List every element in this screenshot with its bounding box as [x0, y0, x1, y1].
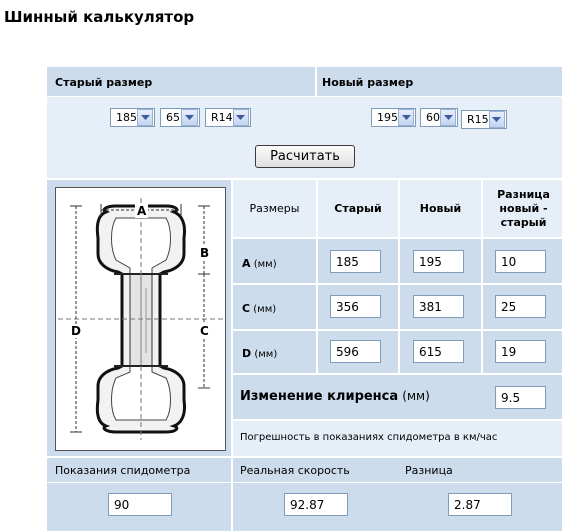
old-width-select[interactable] [110, 108, 155, 127]
divider [231, 458, 233, 531]
divider [315, 67, 317, 97]
row-label-c [242, 302, 276, 315]
speed-diff-header: Разница [405, 464, 453, 477]
col-header-sizes: Размеры [249, 202, 300, 215]
old-c-field[interactable]: 356 [330, 295, 381, 318]
chevron-down-icon [440, 109, 456, 126]
speed-diff-field[interactable]: 2.87 [448, 493, 512, 516]
new-rim-select[interactable] [461, 110, 507, 129]
dimension-label-d: D [71, 324, 81, 338]
new-size-header: Новый размер [322, 76, 414, 89]
new-a-field[interactable]: 195 [413, 250, 464, 273]
calculate-button[interactable]: Расчитать [255, 145, 355, 168]
row-label-d [242, 347, 277, 360]
col-header-new: Новый [419, 202, 462, 215]
tire-diagram [55, 187, 226, 451]
divider [481, 180, 483, 373]
select-value: R15 [467, 113, 489, 126]
new-d-field[interactable]: 615 [413, 340, 464, 363]
select-value: R14 [211, 111, 233, 124]
divider [233, 373, 562, 375]
dimension-label-b: B [200, 246, 210, 260]
select-value: 195 [377, 111, 398, 124]
diff-c-field[interactable]: 25 [495, 295, 546, 318]
dimension-label-c: C [200, 324, 209, 338]
row-label: D [242, 347, 252, 360]
clearance-title: Изменение клиренса [240, 389, 399, 404]
new-profile-select[interactable] [420, 108, 458, 127]
row-unit: (мм) [254, 349, 278, 360]
clearance-unit: (мм) [402, 389, 430, 403]
page-title: Шинный калькулятор [4, 8, 195, 26]
divider [47, 96, 562, 97]
new-width-select[interactable] [371, 108, 416, 127]
old-profile-select[interactable] [160, 108, 200, 127]
old-a-field[interactable]: 185 [330, 250, 381, 273]
row-label: C [242, 302, 251, 315]
real-speed-header: Реальная скорость [240, 464, 350, 477]
clearance-label [240, 389, 430, 404]
divider [233, 419, 562, 421]
speed-reading-header: Показания спидометра [55, 464, 191, 477]
select-value: 65 [166, 111, 180, 124]
clearance-field[interactable]: 9.5 [495, 386, 546, 409]
select-value: 185 [116, 111, 137, 124]
real-speed-field[interactable]: 92.87 [284, 493, 348, 516]
col-header-old: Старый [334, 202, 382, 215]
diff-a-field[interactable]: 10 [495, 250, 546, 273]
col-header-diff: Разница новый - старый [497, 187, 550, 229]
chevron-down-icon [489, 111, 505, 128]
chevron-down-icon [398, 109, 414, 126]
divider [47, 482, 562, 483]
diff-d-field[interactable]: 19 [495, 340, 546, 363]
old-d-field[interactable]: 596 [330, 340, 381, 363]
row-unit: (мм) [253, 259, 277, 270]
row-label-a [242, 257, 277, 270]
row-unit: (мм) [253, 304, 277, 315]
speed-reading-field[interactable]: 90 [108, 493, 172, 516]
divider [47, 456, 562, 458]
chevron-down-icon [181, 109, 198, 126]
chevron-down-icon [137, 109, 153, 126]
new-c-field[interactable]: 381 [413, 295, 464, 318]
select-value: 60 [426, 111, 440, 124]
dimension-label-a: A [137, 204, 147, 218]
row-label: A [242, 257, 251, 270]
speedometer-note: Погрешность в показаниях спидометра в км/час [240, 432, 498, 443]
old-size-header: Старый размер [55, 76, 153, 89]
chevron-down-icon [233, 109, 249, 126]
old-rim-select[interactable] [205, 108, 251, 127]
tire-profile-drawing [56, 188, 225, 450]
